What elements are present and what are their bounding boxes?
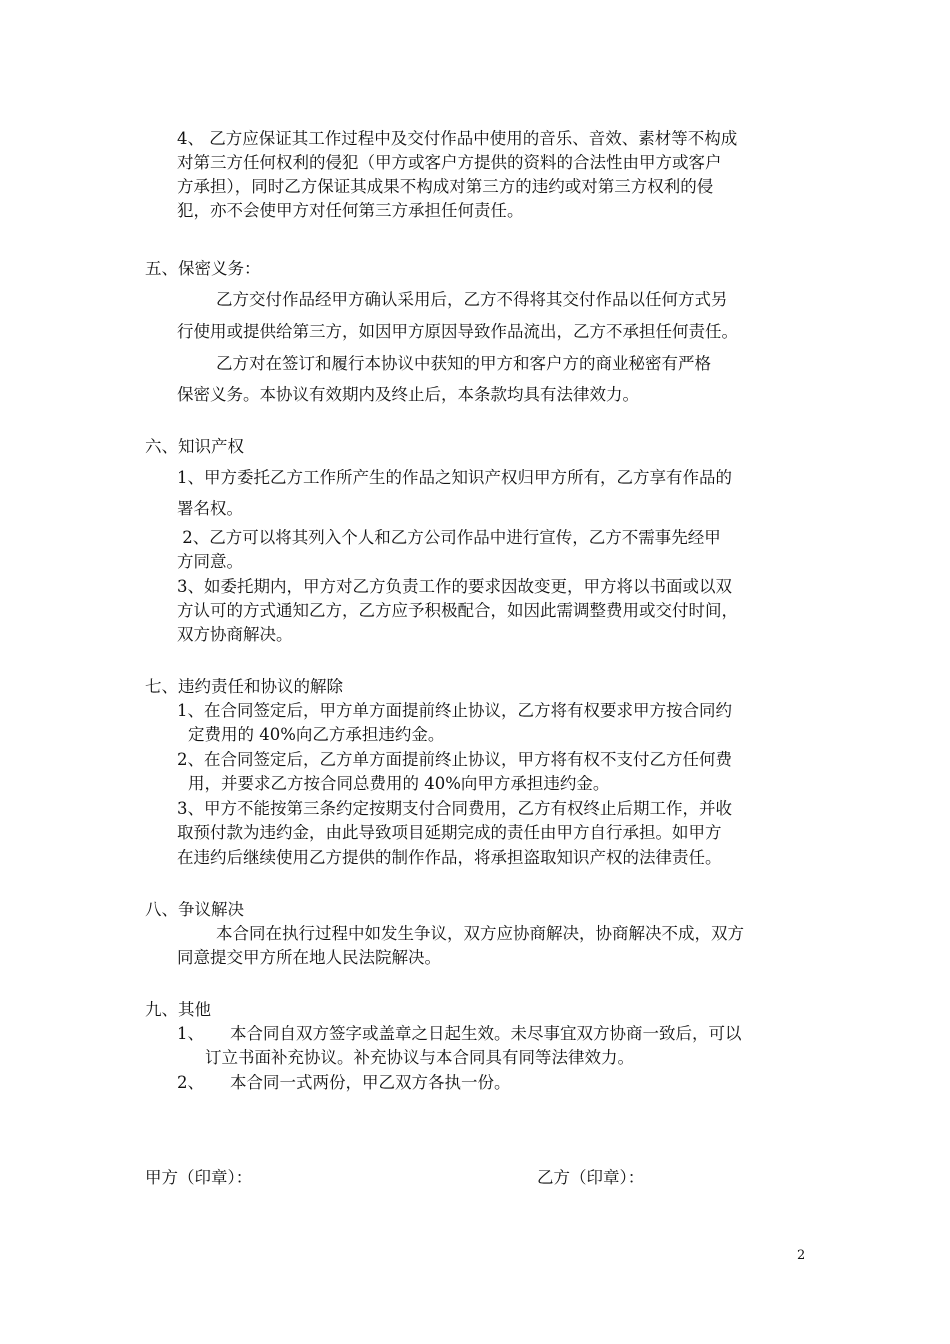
section-5-para-2-line-1: 乙方对在签订和履行本协议中获知的甲方和客户方的商业秘密有严格	[216, 354, 711, 373]
section-9-item-2-number: 2、	[177, 1073, 204, 1092]
section-6-heading: 六、知识产权	[145, 437, 244, 456]
section-6-item-2-line-2: 方同意。	[177, 552, 243, 571]
section-6-item-1-line-1: 1、甲方委托乙方工作所产生的作品之知识产权归甲方所有，乙方享有作品的	[177, 468, 732, 487]
section-7-item-3-line-2: 取预付款为违约金，由此导致项目延期完成的责任由甲方自行承担。如甲方	[177, 823, 722, 842]
section-7-item-2-line-1: 2、在合同签定后，乙方单方面提前终止协议，甲方将有权不支付乙方任何费	[177, 750, 732, 769]
section-5-para-1-line-2: 行使用或提供给第三方，如因甲方原因导致作品流出，乙方不承担任何责任。	[177, 322, 738, 341]
section-6-item-3-line-1: 3、如委托期内，甲方对乙方负责工作的要求因故变更，甲方将以书面或以双	[177, 577, 732, 596]
section-8-para-line-1: 本合同在执行过程中如发生争议，双方应协商解决，协商解决不成，双方	[216, 924, 744, 943]
section-7-item-3-line-3: 在违约后继续使用乙方提供的制作作品，将承担盗取知识产权的法律责任。	[177, 848, 722, 867]
section-7-item-1-line-1: 1、在合同签定后，甲方单方面提前终止协议，乙方将有权要求甲方按合同约	[177, 701, 732, 720]
section-9-item-2-line-1: 本合同一式两份，甲乙双方各执一份。	[230, 1073, 511, 1092]
clause-4-line-1: 4、 乙方应保证其工作过程中及交付作品中使用的音乐、音效、素材等不构成	[177, 129, 738, 148]
section-7-item-3-line-1: 3、甲方不能按第三条约定按期支付合同费用，乙方有权终止后期工作，并收	[177, 799, 732, 818]
clause-4-line-2: 对第三方任何权利的侵犯（甲方或客户方提供的资料的合法性由甲方或客户	[177, 153, 722, 172]
section-6-item-3-line-3: 双方协商解决。	[177, 625, 293, 644]
page-number: 2	[797, 1248, 806, 1263]
section-9-item-1-line-2: 订立书面补充协议。补充协议与本合同具有同等法律效力。	[205, 1048, 634, 1067]
section-6-item-3-line-2: 方认可的方式通知乙方，乙方应予积极配合，如因此需调整费用或交付时间，	[177, 601, 738, 620]
section-7-heading: 七、违约责任和协议的解除	[145, 677, 343, 696]
clause-4-line-3: 方承担），同时乙方保证其成果不构成对第三方的违约或对第三方权利的侵	[177, 177, 714, 196]
section-7-item-2-line-2: 用，并要求乙方按合同总费用的 40%向甲方承担违约金。	[188, 774, 610, 793]
section-5-para-1-line-1: 乙方交付作品经甲方确认采用后，乙方不得将其交付作品以任何方式另	[216, 290, 728, 309]
section-8-para-line-2: 同意提交甲方所在地人民法院解决。	[177, 948, 441, 967]
clause-4-line-4: 犯，亦不会使甲方对任何第三方承担任何责任。	[177, 201, 524, 220]
section-6-item-2-line-1: 2、乙方可以将其列入个人和乙方公司作品中进行宣传，乙方不需事先经甲	[177, 528, 721, 547]
section-6-item-1-line-2: 署名权。	[177, 499, 243, 518]
section-9-heading: 九、其他	[145, 1000, 211, 1019]
section-9-item-1-line-1: 本合同自双方签字或盖章之日起生效。未尽事宜双方协商一致后，可以	[230, 1024, 742, 1043]
section-9-item-1-number: 1、	[177, 1024, 204, 1043]
section-8-heading: 八、争议解决	[145, 900, 244, 919]
section-7-item-1-line-2: 定费用的 40%向乙方承担违约金。	[188, 725, 445, 744]
section-5-para-2-line-2: 保密义务。本协议有效期内及终止后，本条款均具有法律效力。	[177, 385, 639, 404]
section-5-heading: 五、保密义务：	[145, 259, 261, 278]
party-b-seal-label: 乙方（印章）：	[537, 1168, 645, 1187]
party-a-seal-label: 甲方（印章）：	[145, 1168, 253, 1187]
